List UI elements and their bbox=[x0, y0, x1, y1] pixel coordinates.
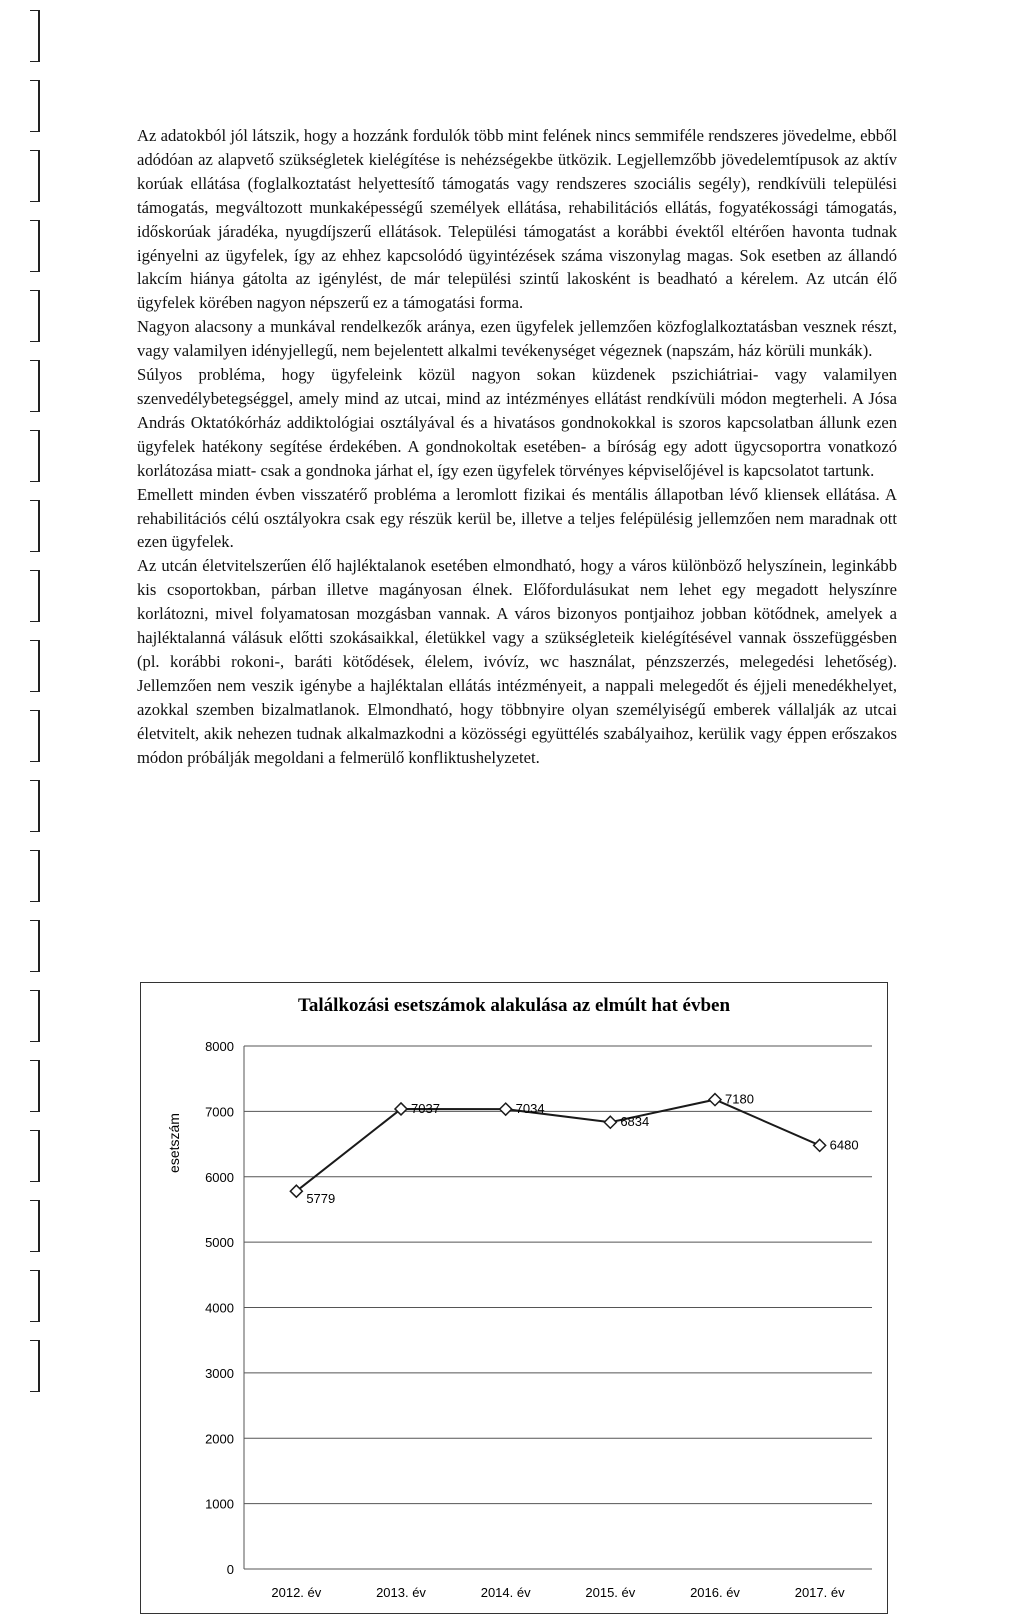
chart-title: Találkozási esetszámok alakulása az elmúlt hat évben bbox=[297, 995, 731, 1016]
data-label: 5779 bbox=[306, 1191, 336, 1207]
data-labels bbox=[306, 1092, 858, 1207]
document-body bbox=[137, 124, 897, 769]
x-tick-label: 2017. év bbox=[794, 1585, 845, 1600]
data-point-marker bbox=[500, 1103, 512, 1115]
x-tick-labels bbox=[271, 1585, 845, 1600]
data-points bbox=[290, 1091, 825, 1198]
paragraph-street-life: Az utcán életvitelszerűen élő hajléktalanok esetében elmondható, hogy a város különböző helyszínein, leginkább kis csoportokban, párban illetve magányosan élnek. Előfordulásukat nem lehet egy megadott helyszínre korlátozni, mivel folyamatosan mozgásban vannak. A város bizonyos pontjaihoz jobban kötődnek, amelyek a hajléktalanná válásuk előtti szokásaikkal, életükkel vagy a szükségleteik kielégítésével vannak összefüggésben (pl. korábbi rokoni-, baráti kötődések, élelem, ivóvíz, wc használat, pénzszerzés, melegedési lehetőség). Jellemzően nem veszik igénybe a hajléktalan ellátás intézményeit, a nappali melegedőt és éjjeli menedékhelyet, azokkal szemben bizalmatlanok. Elmondható, hogy többnyire olyan személyiségű emberek vállalják az utcai életvitelt, akik nehezen tudnak alkalmazkodni a közösségi együttélés szabályaihoz, kerülik vagy éppen erőszakos módon próbálják megoldani a felmerülő konfliktushelyzetet. bbox=[137, 556, 897, 767]
gridlines bbox=[244, 1046, 872, 1569]
data-point-marker bbox=[604, 1116, 616, 1128]
chart-container bbox=[140, 982, 888, 1614]
y-tick-label: 3000 bbox=[205, 1365, 234, 1381]
y-tick-label: 8000 bbox=[205, 1039, 234, 1054]
y-axis-label: esetszám bbox=[166, 1113, 182, 1173]
x-tick-label: 2015. év bbox=[585, 1585, 636, 1600]
x-tick-label: 2016. év bbox=[690, 1585, 740, 1600]
series-line bbox=[296, 1100, 819, 1192]
y-tick-label: 7000 bbox=[205, 1104, 234, 1120]
x-tick-label: 2012. év bbox=[271, 1585, 322, 1600]
data-label: 7034 bbox=[515, 1101, 545, 1117]
data-point-marker bbox=[709, 1094, 721, 1106]
paragraph-employment: Nagyon alacsony a munkával rendelkezők aránya, ezen ügyfelek jellemzően közfoglalkoztatásban vesznek részt, vagy valamilyen idényjellegű, nem bejelentett alkalmi tevékenységet végeznek (napszám, ház körüli munkák). bbox=[137, 317, 897, 361]
y-tick-label: 2000 bbox=[205, 1431, 234, 1447]
series-line-path bbox=[296, 1100, 819, 1192]
data-label: 6480 bbox=[829, 1137, 859, 1153]
data-label: 6834 bbox=[620, 1114, 650, 1130]
binding-marks bbox=[30, 0, 42, 1447]
data-label: 7037 bbox=[411, 1100, 440, 1116]
y-tick-label: 0 bbox=[226, 1562, 234, 1577]
paragraph-health: Súlyos probléma, hogy ügyfeleink közül nagyon sokan küzdenek pszichiátriai- vagy valamilyen szenvedélybetegséggel, amely mind az utcai, mind az intézményes ellátást rendkívüli módon megterheli. A Jósa András Oktatókórház addiktológiai osztályával és a hivatásos gondnokokkal is szoros kapcsolatban állunk ezen ügyfelek hatékony segítése érdekében. A gondnokoltak esetében- a bíróság egy adott ügycsoportra vonatkozó korlátozása miatt- csak a gondnoka járhat el, így ezen ügyfelek törvényes képviselőjével is kapcsolatot tartunk. bbox=[137, 365, 897, 480]
y-tick-label: 4000 bbox=[205, 1300, 234, 1316]
y-tick-labels bbox=[205, 1039, 234, 1577]
line-chart bbox=[141, 983, 887, 1613]
data-point-marker bbox=[814, 1139, 826, 1151]
paragraph-income: Az adatokból jól látszik, hogy a hozzánk fordulók több mint felének nincs semmiféle rendszeres jövedelme, ebből adódóan az alapvető szükségletek kielégítése is nehézségekbe ütközik. Legjellemzőbb jövedelemtípusok az aktív korúak ellátása (foglalkoztatást helyettesítő támogatás vagy rendszeres szociális segély), rendkívüli települési támogatás, megváltozott munkaképességű személyek ellátása, rehabilitációs ellátás, fogyatékossági támogatás, időskorúak járadéka, nyugdíjszerű ellátások. Települési támogatást a korábbi évektől eltérően havonta tudnak igényelni az ügyfelek, így az ehhez kapcsolódó ügyintézések száma viszonylag magas. Sok esetben az állandó lakcím hiánya gátolta az igénylést, de már települési szintű lakosként is beadható a kérelem. Az utcán élő ügyfelek körében nagyon népszerű ez a támogatási forma. bbox=[137, 126, 897, 313]
paragraph-rehabilitation: Emellett minden évben visszatérő probléma a leromlott fizikai és mentális állapotban lévő kliensek ellátása. A rehabilitációs célú osztályokra csak egy részük kerül be, illetve a teljes felépülésig jellemzően nem maradnak ott ezen ügyfelek. bbox=[137, 484, 897, 552]
y-tick-label: 5000 bbox=[205, 1235, 234, 1251]
data-label: 7180 bbox=[725, 1091, 754, 1107]
y-tick-label: 6000 bbox=[205, 1169, 234, 1185]
y-tick-label: 1000 bbox=[205, 1496, 234, 1512]
x-tick-label: 2014. év bbox=[480, 1585, 531, 1600]
x-tick-label: 2013. év bbox=[376, 1585, 426, 1600]
